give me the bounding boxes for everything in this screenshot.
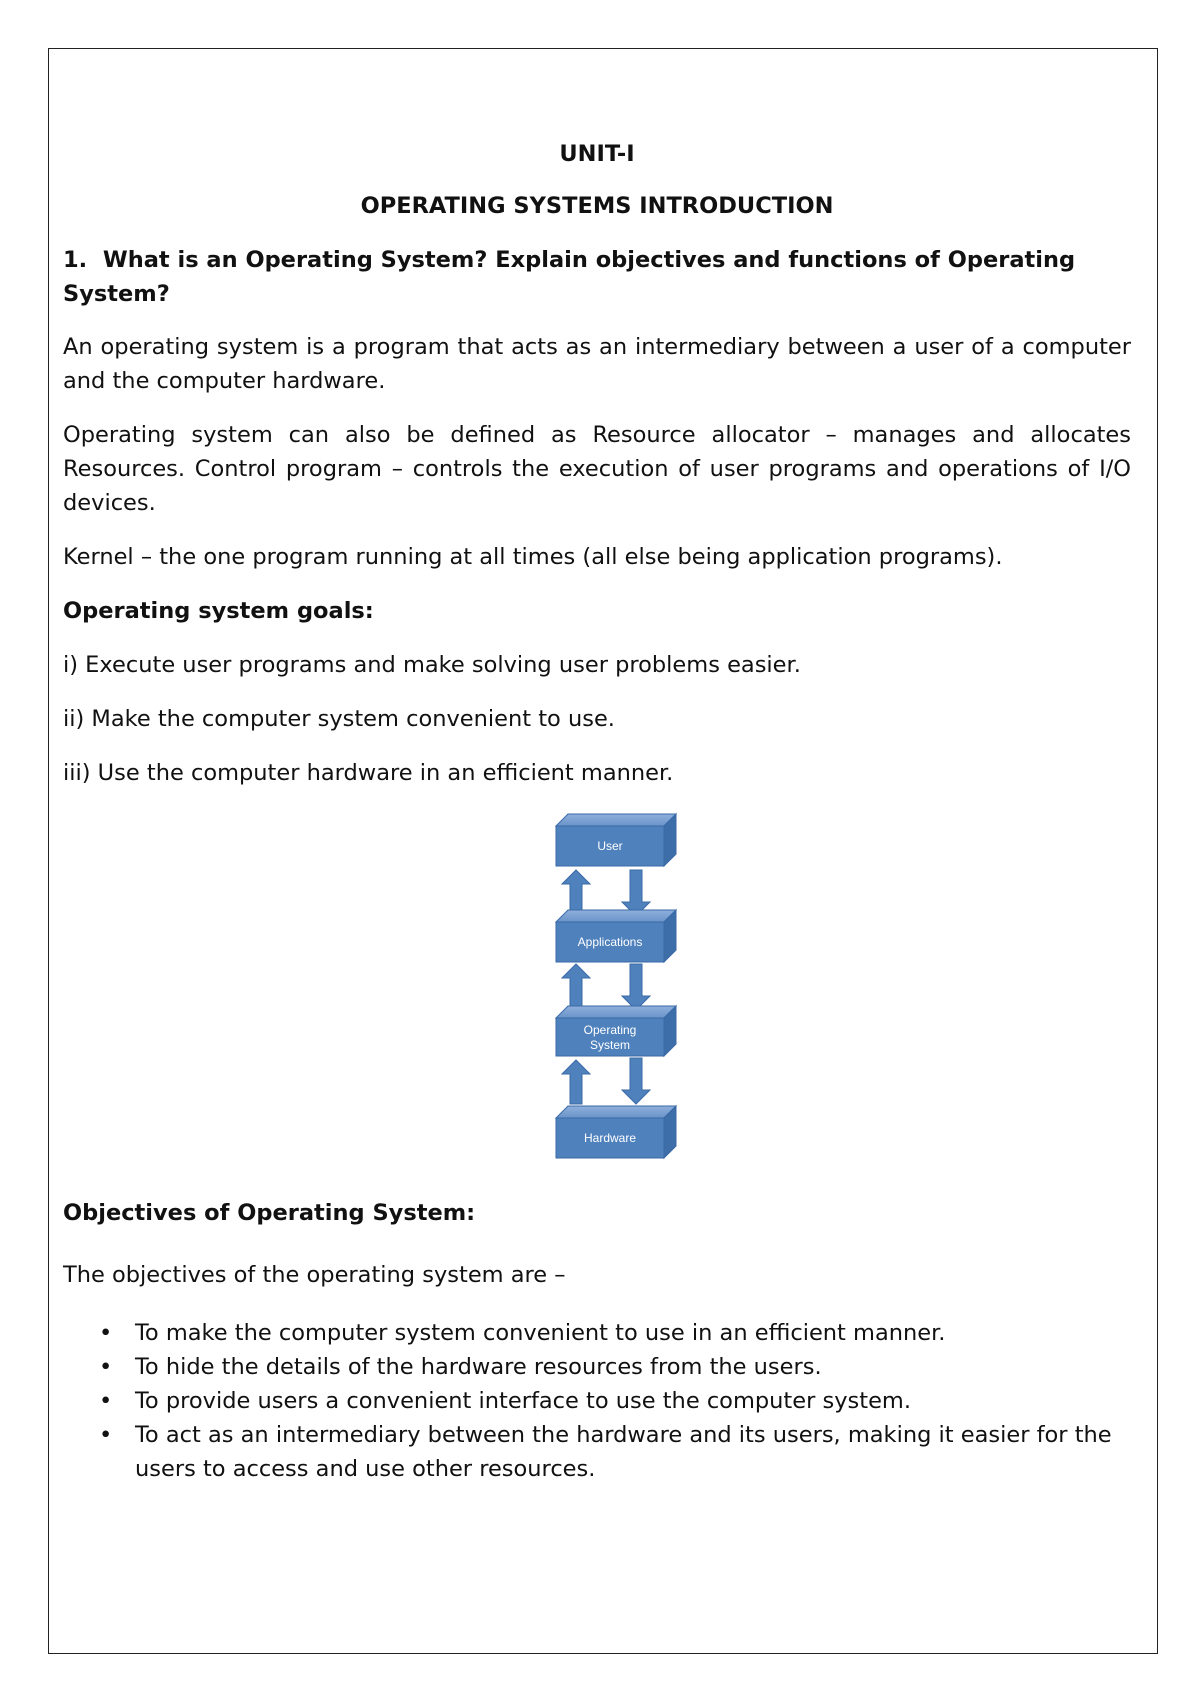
user-label: User <box>597 839 623 853</box>
applications-block <box>556 910 676 962</box>
list-item: • To hide the details of the hardware resources from the users. <box>135 1350 1131 1384</box>
paragraph-definition: An operating system is a program that acts as an intermediary between a user of a computer and the computer hardware. <box>63 334 1131 394</box>
up-arrow-icon <box>562 1060 590 1104</box>
operating-system-block <box>556 1006 676 1056</box>
os-layers-diagram <box>548 812 684 1168</box>
list-item: • To make the computer system convenient to use in an efficient manner. <box>135 1316 1131 1350</box>
user-block <box>556 814 676 866</box>
list-item: • To act as an intermediary between the hardware and its users, making it easier for the users to access and use other resources. <box>135 1418 1131 1486</box>
objectives-heading: Objectives of Operating System: <box>63 1200 476 1226</box>
goal-item: iii) Use the computer hardware in an efficient manner. <box>63 760 674 786</box>
objectives-list <box>63 1316 1131 1486</box>
applications-label: Applications <box>577 935 643 949</box>
hardware-label: Hardware <box>583 1131 637 1145</box>
down-arrow-icon <box>622 870 650 916</box>
paragraph-resource-allocator: Operating system can also be defined as Resource allocator – manages and allocates Resources. Control program – controls the execution of user programs and operations of I/O devices. <box>63 422 1131 516</box>
down-arrow-icon <box>622 964 650 1010</box>
operating-label: Operating <box>583 1023 637 1037</box>
objectives-intro: The objectives of the operating system are – <box>63 1262 566 1288</box>
down-arrow-icon <box>622 1058 650 1104</box>
goal-item: i) Execute user programs and make solving user problems easier. <box>63 652 801 678</box>
page-title: OPERATING SYSTEMS INTRODUCTION <box>360 193 834 219</box>
goals-heading: Operating system goals: <box>63 598 374 624</box>
hardware-block <box>556 1106 676 1158</box>
question-heading: 1. What is an Operating System? Explain objectives and functions of Operating System? <box>63 247 1076 307</box>
goal-item: ii) Make the computer system convenient to use. <box>63 706 615 732</box>
paragraph-kernel: Kernel – the one program running at all times (all else being application programs). <box>63 544 1003 570</box>
list-item: • To provide users a convenient interface to use the computer system. <box>135 1384 1131 1418</box>
system-label: System <box>589 1038 631 1052</box>
up-arrow-icon <box>562 964 590 1008</box>
unit-heading: UNIT-I <box>559 141 635 167</box>
